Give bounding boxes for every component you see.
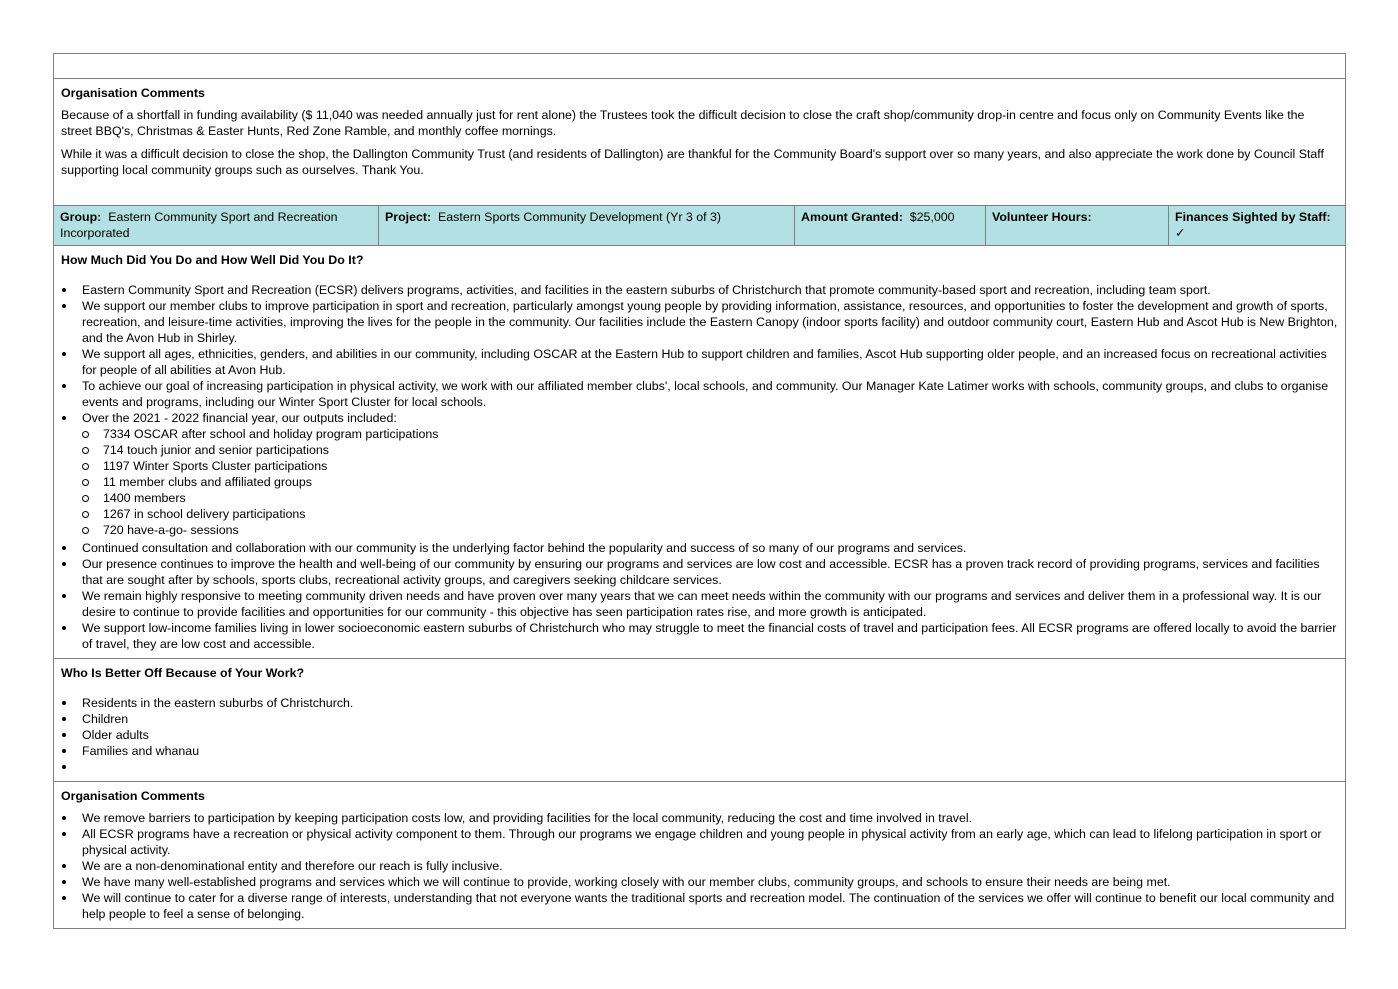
list-item: We support our member clubs to improve participation in sport and recreation, particularly amongst young people by providing information, assistance, resources, and opportunities to foster the development and growth of sports, recreation, and leisure-time activities, improving the lives for the people in the community. Our facilities include the Eastern Canopy (indoor sports facility) and outdoor community court, Eastern Hub and Ascot Hub is New Brighton, and the Avon Hub in Shirley. — [61, 298, 1338, 346]
finances-cell — [1169, 206, 1345, 245]
list-item: We remove barriers to participation by keeping participation costs low, and providing facilities for the local community, reducing the cost and time involved in travel. — [61, 810, 1338, 826]
project-cell — [379, 206, 795, 245]
section-heading: Organisation Comments — [61, 86, 205, 100]
comment-paragraph: Because of a shortfall in funding availability ($ 11,040 was needed annually just for rent alone) the Trustees took the difficult decision to close the craft shop/community drop-in centre and focus only on Community Events like the street BBQ's, Christmas & Easter Hunts, Red Zone Ramble, and monthly coffee mornings. — [61, 108, 1305, 138]
who-better-list — [61, 695, 1338, 775]
output-item: 720 have-a-go- sessions — [103, 522, 1338, 538]
summary-row — [54, 206, 1345, 246]
list-item: To achieve our goal of increasing participation in physical activity, we work with our affiliated member clubs', local schools, and community. Our Manager Kate Latimer works with schools, community groups, and clubs to organise events and programs, including our Winter Sport Cluster for local schools. — [61, 378, 1338, 410]
how-much-list — [61, 282, 1338, 426]
list-item-empty — [61, 759, 1338, 775]
empty-row — [54, 54, 1345, 79]
list-item: We have many well-established programs and services which we will continue to provide, working closely with our member clubs, community groups, and schools to ensure their needs are being met. — [61, 874, 1338, 890]
output-item: 11 member clubs and affiliated groups — [103, 474, 1338, 490]
list-item: Children — [61, 711, 1338, 727]
amount-value: $25,000 — [909, 210, 955, 224]
check-icon: ✓ — [1175, 226, 1186, 240]
output-item: 1267 in school delivery participations — [103, 506, 1338, 522]
org-comments-section-1 — [54, 79, 1345, 206]
list-item: We support all ages, ethnicities, genders, and abilities in our community, including OSCAR at the Eastern Hub to support children and families, Ascot Hub supporting older people, and an increased focus on recreational activities for people of all abilities at Avon Hub. — [61, 346, 1338, 378]
list-item: We will continue to cater for a diverse range of interests, understanding that not everyone wants the traditional sports and recreation model. The continuation of the services we offer will continue to benefit our local community and help people to feel a sense of belonging. — [61, 890, 1338, 922]
list-item: We remain highly responsive to meeting community driven needs and have proven over many years that we can meet needs within the community with our programs and services and deliver them in a professional way. It is our desire to continue to provide facilities and opportunities for our community - this objective has seen participation rates rise, and more growth is anticipated. — [61, 588, 1338, 620]
section-heading: How Much Did You Do and How Well Did You Do It? — [61, 253, 364, 267]
list-item: Older adults — [61, 727, 1338, 743]
list-item: Our presence continues to improve the health and well-being of our community by ensuring our programs and services are low cost and accessible. ECSR has a proven track record of providing programs, services and facilities that are sought after by schools, sports clubs, recreational activity groups, and caregivers seeking childcare services. — [61, 556, 1338, 588]
list-item: We support low-income families living in lower socioeconomic eastern suburbs of Christchurch who may struggle to meet the financial costs of travel and participation fees. All ECSR programs are offered locally to avoid the barrier of travel, they are low cost and accessible. — [61, 620, 1338, 652]
output-item: 714 touch junior and senior participations — [103, 442, 1338, 458]
comment-paragraph: While it was a difficult decision to close the shop, the Dallington Community Trust (and residents of Dallington) are thankful for the Community Board's support over so many years, and also appreciate the work done by Council Staff supporting local community groups such as ourselves. Thank You. — [61, 147, 1324, 177]
org-comments-list — [61, 810, 1338, 922]
list-item: We are a non-denominational entity and therefore our reach is fully inclusive. — [61, 858, 1338, 874]
list-item: Eastern Community Sport and Recreation (ECSR) delivers programs, activities, and facilities in the eastern suburbs of Christchurch that promote community-based sport and recreation, including team sport. — [61, 282, 1338, 298]
group-label: Group: — [60, 210, 102, 224]
who-better-section — [54, 659, 1345, 782]
project-value: Eastern Sports Community Development (Yr 3 of 3) — [438, 210, 722, 224]
output-item: 1400 members — [103, 490, 1338, 506]
finances-label: Finances Sighted by Staff: — [1175, 210, 1331, 224]
project-label: Project: — [385, 210, 432, 224]
list-item: Families and whanau — [61, 743, 1338, 759]
section-heading: Who Is Better Off Because of Your Work? — [61, 666, 305, 680]
group-value: Eastern Community Sport and Recreation Incorporated — [60, 210, 338, 240]
how-much-section — [54, 246, 1345, 659]
list-item: Over the 2021 - 2022 financial year, our outputs included: — [61, 410, 1338, 426]
list-item: All ECSR programs have a recreation or physical activity component to them. Through our programs we engage children and young people in physical activity from an early age, which can lead to lifelong participation in sport or physical activity. — [61, 826, 1338, 858]
report-table — [53, 53, 1346, 929]
outputs-list — [61, 426, 1338, 538]
group-cell — [54, 206, 379, 245]
section-heading: Organisation Comments — [61, 789, 205, 803]
output-item: 7334 OSCAR after school and holiday program participations — [103, 426, 1338, 442]
output-item: 1197 Winter Sports Cluster participations — [103, 458, 1338, 474]
list-item: Continued consultation and collaboration with our community is the underlying factor behind the popularity and success of so many of our programs and services. — [61, 540, 1338, 556]
volunteer-label: Volunteer Hours: — [992, 210, 1092, 224]
amount-label: Amount Granted: — [801, 210, 903, 224]
list-item: Residents in the eastern suburbs of Christchurch. — [61, 695, 1338, 711]
amount-cell — [795, 206, 986, 245]
org-comments-section-2 — [54, 782, 1345, 928]
volunteer-cell — [986, 206, 1169, 245]
how-much-list-continued — [61, 540, 1338, 652]
